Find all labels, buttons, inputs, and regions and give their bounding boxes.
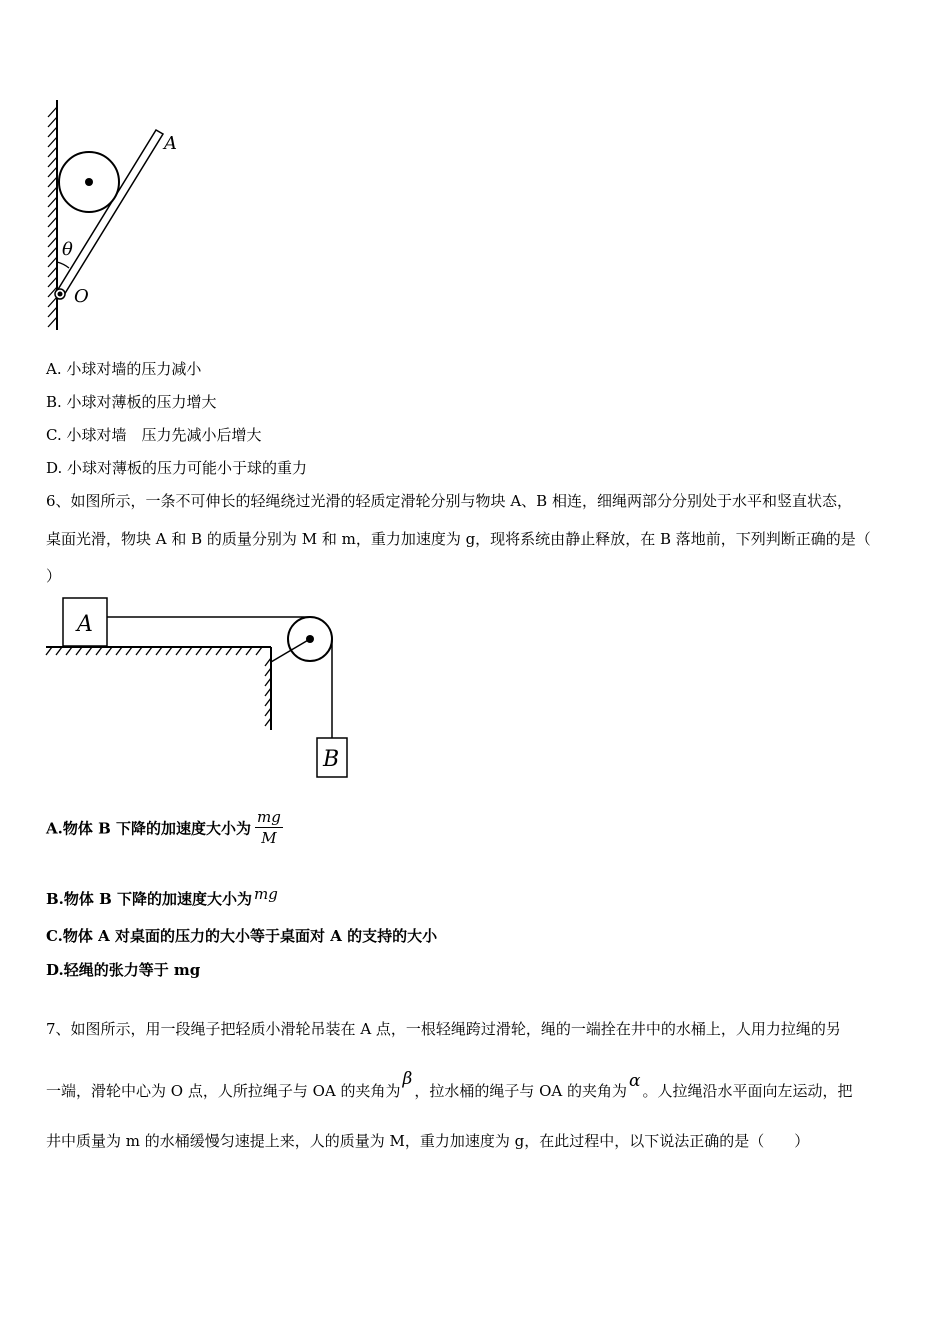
q6-option-b-value: mg: [254, 885, 278, 903]
q7-line2-part1: 一端，滑轮中心为 O 点，人所拉绳子与 OA 的夹角为: [46, 1082, 401, 1100]
q5-option-c: C. 小球对墙 压力先减小后增大: [46, 426, 262, 444]
q6-option-b: [46, 885, 278, 909]
q6-option-a: [46, 808, 283, 848]
fraction-denominator: M: [261, 829, 277, 847]
label-block-B: B: [323, 747, 340, 772]
q7-stem-line3: 井中质量为 m 的水桶缓慢匀速提上来，人的质量为 M，重力加速度为 g，在此过程中，以下说法正确的是（ ）: [46, 1132, 810, 1150]
q7-stem-line2: [46, 1069, 853, 1101]
q6-stem-line2: 桌面光滑，物块 A 和 B 的质量分别为 M 和 m，重力加速度为 g，现将系统由静止释放，在 B 落地前，下列判断正确的是（: [46, 530, 871, 548]
q6-stem-line3: ）: [46, 567, 62, 585]
q6-option-a-text: A.物体 B 下降的加速度大小为: [46, 819, 251, 838]
label-block-A: A: [77, 612, 93, 637]
q7-line2-part2: ，拉水桶的绳子与 OA 的夹角为: [414, 1082, 628, 1100]
q7-stem-line1: 7、如图所示，用一段绳子把轻质小滑轮吊装在 A 点，一根轻绳跨过滑轮，绳的一端拴在井中的水桶上，人用力拉绳的另: [46, 1020, 841, 1038]
label-O: O: [74, 286, 89, 307]
q6-option-b-text: B.物体 B 下降的加速度大小为: [46, 890, 253, 908]
q7-line2-part3: 。人拉绳沿水平面向左运动，把: [642, 1082, 853, 1100]
pulley-blocks-figure: [40, 592, 360, 787]
label-A: A: [164, 133, 177, 154]
fraction-mg-over-M: [255, 808, 283, 848]
q5-option-d: D. 小球对薄板的压力可能小于球的重力: [46, 459, 308, 477]
fraction-numerator: mg: [256, 808, 281, 826]
q6-stem-line1: 6、如图所示，一条不可伸长的轻绳绕过光滑的轻质定滑轮分别与物块 A、B 相连，细绳两部分分别处于水平和竖直状态，: [46, 492, 852, 510]
q6-option-c: C.物体 A 对桌面的压力的大小等于桌面对 A 的支持的大小: [46, 927, 438, 945]
symbol-beta: β: [402, 1069, 413, 1089]
q5-option-b: B. 小球对薄板的压力增大: [46, 393, 217, 411]
q5-option-a: A. 小球对墙的压力减小: [46, 360, 202, 378]
symbol-alpha: α: [629, 1071, 641, 1091]
q6-option-d: D.轻绳的张力等于 mg: [46, 961, 201, 979]
label-theta: θ: [62, 239, 73, 260]
wall-ball-plank-figure: [40, 95, 200, 340]
